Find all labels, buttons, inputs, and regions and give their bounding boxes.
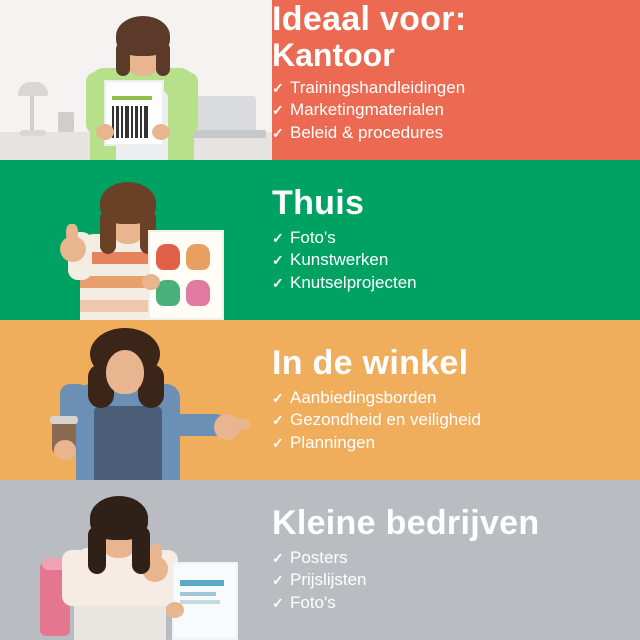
list-item	[272, 77, 632, 99]
check-icon: ✓	[272, 412, 284, 429]
list-item	[272, 387, 632, 409]
list-item	[272, 99, 632, 121]
check-icon: ✓	[272, 252, 284, 269]
list-item-label: Foto's	[290, 592, 336, 612]
check-icon: ✓	[272, 230, 284, 247]
section-title-kleine-bedrijven: Kleine bedrijven	[272, 503, 540, 542]
list-item-label: Gezondheid en veiligheid	[290, 410, 481, 430]
text-block-kantoor	[272, 0, 632, 160]
section-thuis	[0, 160, 640, 320]
list-item-label: Planningen	[290, 432, 376, 452]
photo-kleine-bedrijven	[0, 480, 272, 640]
list-item	[272, 272, 632, 294]
section-title-in-de-winkel: In de winkel	[272, 343, 469, 382]
text-block-kleine-bedrijven	[272, 480, 632, 640]
bullet-list-in-de-winkel	[272, 387, 632, 454]
photo-kantoor	[0, 0, 272, 160]
list-item-label: Kunstwerken	[290, 250, 389, 270]
list-item	[272, 249, 632, 271]
photo-in-de-winkel	[0, 320, 272, 480]
check-icon: ✓	[272, 434, 284, 451]
check-icon: ✓	[272, 594, 284, 611]
check-icon: ✓	[272, 79, 284, 96]
section-title-thuis: Thuis	[272, 183, 365, 222]
bullet-list-kleine-bedrijven	[272, 547, 632, 614]
section-kantoor	[0, 0, 640, 160]
check-icon: ✓	[272, 124, 284, 141]
check-icon: ✓	[272, 550, 284, 567]
list-item	[272, 432, 632, 454]
check-icon: ✓	[272, 102, 284, 119]
section-kleine-bedrijven	[0, 480, 640, 640]
bullet-list-kantoor	[272, 77, 632, 144]
section-title-kantoor: Kantoor	[272, 37, 395, 74]
check-icon: ✓	[272, 274, 284, 291]
text-block-thuis	[272, 160, 632, 320]
list-item	[272, 547, 632, 569]
photo-thuis	[0, 160, 272, 320]
list-item-label: Prijslijsten	[290, 570, 367, 590]
list-item-label: Marketingmaterialen	[290, 100, 445, 120]
text-block-in-de-winkel	[272, 320, 632, 480]
list-item	[272, 122, 632, 144]
list-item	[272, 227, 632, 249]
list-item	[272, 569, 632, 591]
check-icon: ✓	[272, 390, 284, 407]
check-icon: ✓	[272, 572, 284, 589]
list-item-label: Posters	[290, 548, 348, 568]
list-item-label: Foto's	[290, 228, 336, 248]
section-in-de-winkel	[0, 320, 640, 480]
list-item	[272, 409, 632, 431]
list-item-label: Knutselprojecten	[290, 272, 417, 292]
list-item-label: Trainingshandleidingen	[290, 77, 466, 97]
list-item-label: Beleid & procedures	[290, 122, 444, 142]
list-item-label: Aanbiedingsborden	[290, 388, 437, 408]
page-title: Ideaal voor:	[272, 0, 467, 38]
bullet-list-thuis	[272, 227, 632, 294]
list-item	[272, 592, 632, 614]
